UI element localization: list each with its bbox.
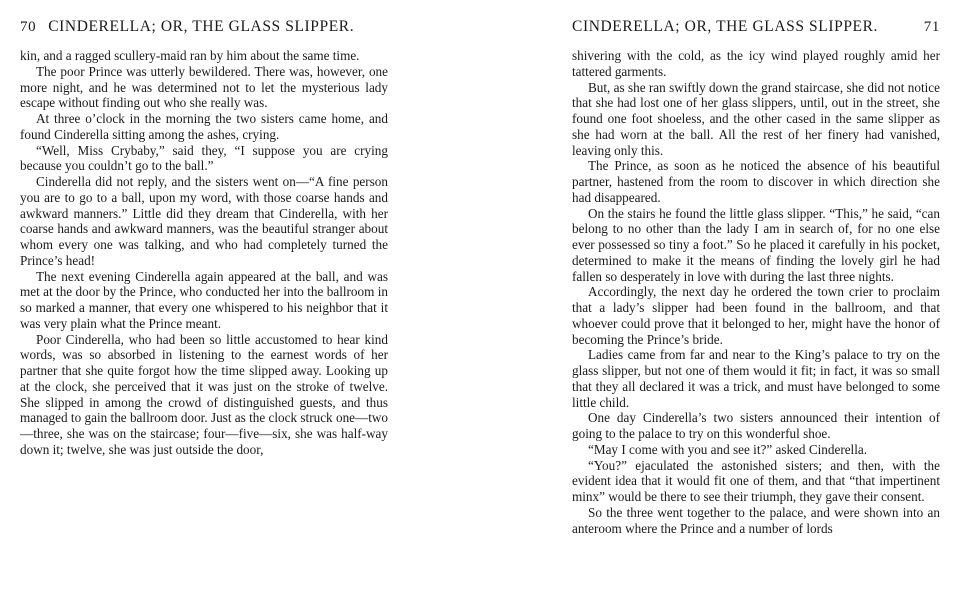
paragraph: Ladies came from far and near to the King’s palace to try on the glass slipper, but not one of them would it fit; in fact, it was so small that they all declared it was a trick, and must have belonged to some little child.: [572, 347, 940, 410]
paragraph: The next evening Cinderella again appeared at the ball, and was met at the door by the Prince, who conducted her into the ballroom in so marked a manner, that every one whispered to his neighbor that it was very plain what the Prince meant.: [20, 268, 388, 331]
left-page-number: 70: [20, 19, 37, 35]
paragraph: Accordingly, the next day he ordered the town crier to proclaim that a lady’s slipper had been found in the ballroom, and that whoever could prove that it belonged to her, might have the honor of becoming the Prince’s bride.: [572, 284, 940, 347]
paragraph: “You?” ejaculated the astonished sisters; and then, with the evident idea that it would fit one of them, and that “that impertinent minx” would be there to see their triumph, they gave their consent.: [572, 457, 940, 504]
paragraph: The poor Prince was utterly bewildered. There was, however, one more night, and he was determined not to let the mysterious lady escape without finding out who she really was.: [20, 63, 388, 111]
paragraph: At three o’clock in the morning the two sisters came home, and found Cinderella sitting among the ashes, crying.: [20, 111, 388, 142]
paragraph: The Prince, as soon as he noticed the absence of his beautiful partner, hastened from the room to discover in which direction she had disappeared.: [572, 158, 940, 205]
right-page: [480, 0, 960, 596]
paragraph: One day Cinderella’s two sisters announced their intention of going to the palace to try on this wonderful shoe.: [572, 410, 940, 441]
paragraph: “May I come with you and see it?” asked Cinderella.: [588, 441, 868, 457]
paragraph: Poor Cinderella, who had been so little accustomed to hear kind words, was so absorbed in listening to the earnest words of her partner that she quite forgot how the time slipped away. Looking up at the clock, she perceived that it was just on the stroke of twelve. She slipped in among the crowd of distinguished guests, and thus managed to gain the ballroom door. Just as the clock struck one—two—three, she was on the staircase; four—five—six, she was half-way down it; twelve, she was just outside the door,: [20, 331, 388, 457]
paragraph: On the stairs he found the little glass slipper. “This,” he said, “can belong to no other than the lady I am in search of, for no one else ever possessed so tiny a foot.” So he placed it carefully in his pocket, determined to make it the means of finding the lovely girl he had fallen so desperately in love with during the last three nights.: [572, 205, 940, 284]
paragraph: “Well, Miss Crybaby,” said they, “I suppose you are crying because you couldn’t go to the ball.”: [20, 142, 388, 174]
right-running-head: CINDERELLA; OR, THE GLASS SLIPPER.: [572, 18, 879, 35]
right-page-number: 71: [923, 19, 940, 35]
paragraph: kin, and a ragged scullery-maid ran by him about the same time.: [20, 48, 360, 63]
left-page-header: [20, 18, 388, 42]
right-page-body: [572, 48, 940, 536]
left-running-head: CINDERELLA; OR, THE GLASS SLIPPER.: [48, 18, 355, 35]
paragraph: So the three went together to the palace, and were shown into an anteroom where the Prince and a number of lords: [572, 504, 940, 536]
left-page-body: [20, 48, 388, 458]
right-page-header: [572, 18, 940, 42]
paragraph: But, as she ran swiftly down the grand staircase, she did not notice that she had lost one of her glass slippers, until, out in the street, she found one foot shoeless, and the other cased in the same slipper as she had worn at the ball. All the rest of her finery had vanished, leaving only this.: [572, 79, 940, 158]
paragraph: shivering with the cold, as the icy wind played roughly amid her tattered garments.: [572, 48, 940, 79]
paragraph: Cinderella did not reply, and the sisters went on—“A fine person you are to go to a ball, upon my word, with those coarse hands and awkward manners.” Little did they dream that Cinderella, with her coarse hands and awkward manners, was the beautiful stranger about whom every one was talking, and who had completely turned the Prince’s head!: [20, 174, 388, 268]
